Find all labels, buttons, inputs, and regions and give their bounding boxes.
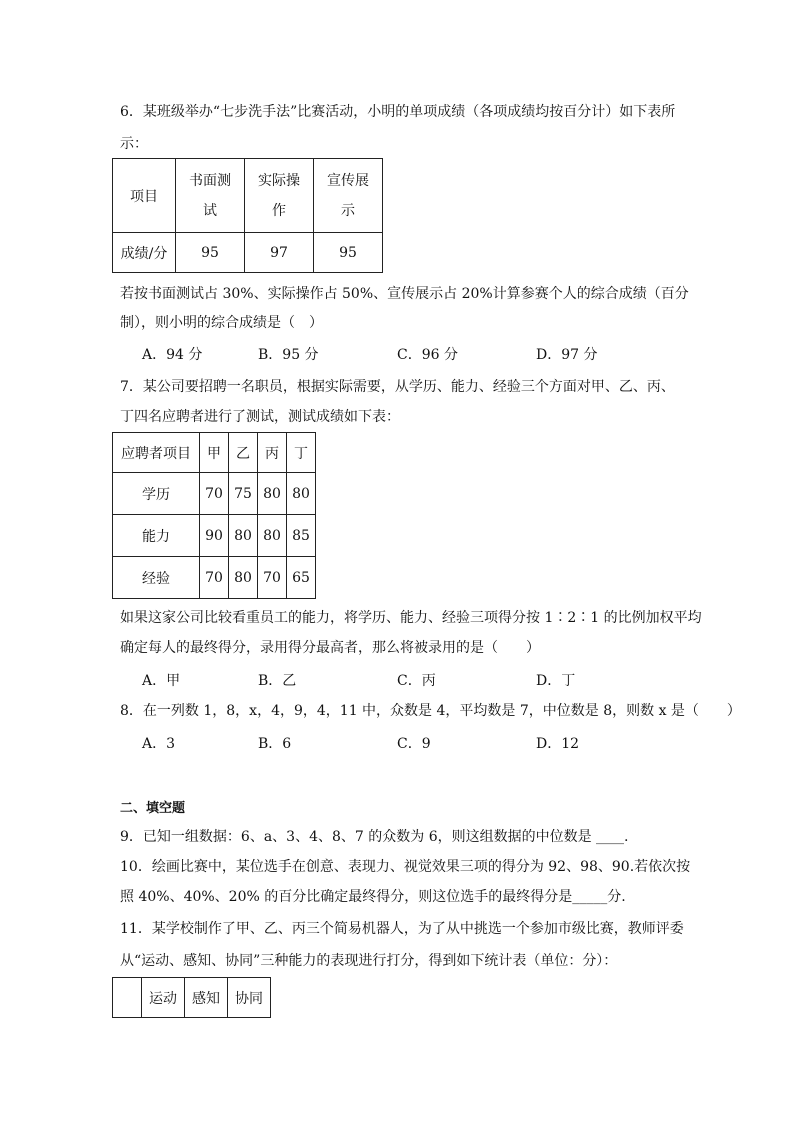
q7-cell: 75 [229, 473, 258, 515]
q6-header-item: 项目 [113, 159, 176, 233]
q6-header-practical: 实际操 作 [245, 159, 314, 233]
q11-header-cell: 感知 [185, 978, 228, 1018]
q6-score-table [112, 158, 383, 273]
q8-option-b: B．6 [258, 736, 292, 752]
q6-option-a: A．94 分 [142, 347, 203, 363]
q7-cell: 65 [287, 557, 316, 599]
q6-header-written: 书面测 试 [176, 159, 245, 233]
q6-option-b: B．95 分 [258, 347, 319, 363]
q6-line1: 6．某班级举办“七步洗手法”比赛活动，小明的单项成绩（各项成绩均按百分计）如下表所 [120, 104, 676, 120]
q8-option-a: A．3 [142, 736, 176, 752]
q7-score-table [112, 432, 316, 599]
q7-cell: 80 [229, 515, 258, 557]
q7-cell: 70 [258, 557, 287, 599]
q7-cell: 80 [287, 473, 316, 515]
q7-option-b: B．乙 [258, 673, 297, 689]
q7-header-cell: 甲 [200, 433, 229, 473]
q7-cell: 80 [258, 473, 287, 515]
q7-option-c: C．丙 [397, 673, 436, 689]
section-heading-fill-blank: 二、填空题 [120, 801, 186, 816]
q11-line1: 11．某学校制作了甲、乙、丙三个简易机器人，为了从中挑选一个参加市级比赛，教师评委 [120, 921, 684, 937]
q7-cell: 90 [200, 515, 229, 557]
q7-option-d: D．丁 [536, 673, 576, 689]
q11-header-cell: 运动 [142, 978, 185, 1018]
q11-header-cell: 协同 [228, 978, 271, 1018]
q7-line2: 丁四名应聘者进行了测试，测试成绩如下表： [120, 409, 400, 425]
q7-header-cell: 丁 [287, 433, 316, 473]
q6-after1: 若按书面测试占 30%、实际操作占 50%、宣传展示占 20%计算参赛个人的综合成绩（百分 [120, 286, 689, 302]
q7-row-label: 经验 [113, 557, 200, 599]
q6-row-label: 成绩/分 [113, 233, 176, 273]
q7-row-label: 能力 [113, 515, 200, 557]
q9-line1: 9．已知一组数据：6、a、3、4、8、7 的众数为 6，则这组数据的中位数是 ____. [120, 829, 629, 845]
q7-cell: 70 [200, 557, 229, 599]
q8-option-d: D．12 [536, 736, 580, 752]
q10-line2: 照 40%、40%、20% 的百分比确定最终得分，则这位选手的最终得分是_____分. [120, 889, 626, 905]
q7-cell: 80 [258, 515, 287, 557]
q6-after2: 制），则小明的综合成绩是（ ） [120, 315, 323, 331]
q7-cell: 80 [229, 557, 258, 599]
q7-option-a: A．甲 [142, 673, 181, 689]
q6-line2: 示： [120, 136, 148, 152]
q7-cell: 70 [200, 473, 229, 515]
q7-after1: 如果这家公司比较看重员工的能力，将学历、能力、经验三项得分按 1∶2∶1 的比例加权平均 [120, 610, 702, 626]
q6-option-d: D．97 分 [536, 347, 598, 363]
q6-header-promo: 宣传展 示 [314, 159, 383, 233]
q6-option-c: C．96 分 [397, 347, 458, 363]
q7-header-cell: 乙 [229, 433, 258, 473]
q11-score-table [112, 977, 271, 1018]
q6-cell: 97 [245, 233, 314, 273]
q7-header-cell: 丙 [258, 433, 287, 473]
q7-line1: 7．某公司要招聘一名职员，根据实际需要，从学历、能力、经验三个方面对甲、乙、丙、 [120, 379, 675, 395]
q11-line2: 从“运动、感知、协同”三种能力的表现进行打分，得到如下统计表（单位：分）： [120, 953, 618, 969]
q8-line1: 8．在一列数 1，8，x，4，9，4，11 中，众数是 4，平均数是 7，中位数是 8，则数 x 是（ ） [120, 703, 741, 719]
q11-header-cell [113, 978, 142, 1018]
q10-line1: 10．绘画比赛中，某位选手在创意、表现力、视觉效果三项的得分为 92、98、90.若依次按 [120, 859, 691, 875]
q6-cell: 95 [314, 233, 383, 273]
q8-option-c: C．9 [397, 736, 431, 752]
q7-header-cell: 应聘者项目 [113, 433, 200, 473]
q7-cell: 85 [287, 515, 316, 557]
q7-after2: 确定每人的最终得分，录用得分最高者，那么将被录用的是（ ） [120, 640, 540, 656]
q7-row-label: 学历 [113, 473, 200, 515]
q6-cell: 95 [176, 233, 245, 273]
